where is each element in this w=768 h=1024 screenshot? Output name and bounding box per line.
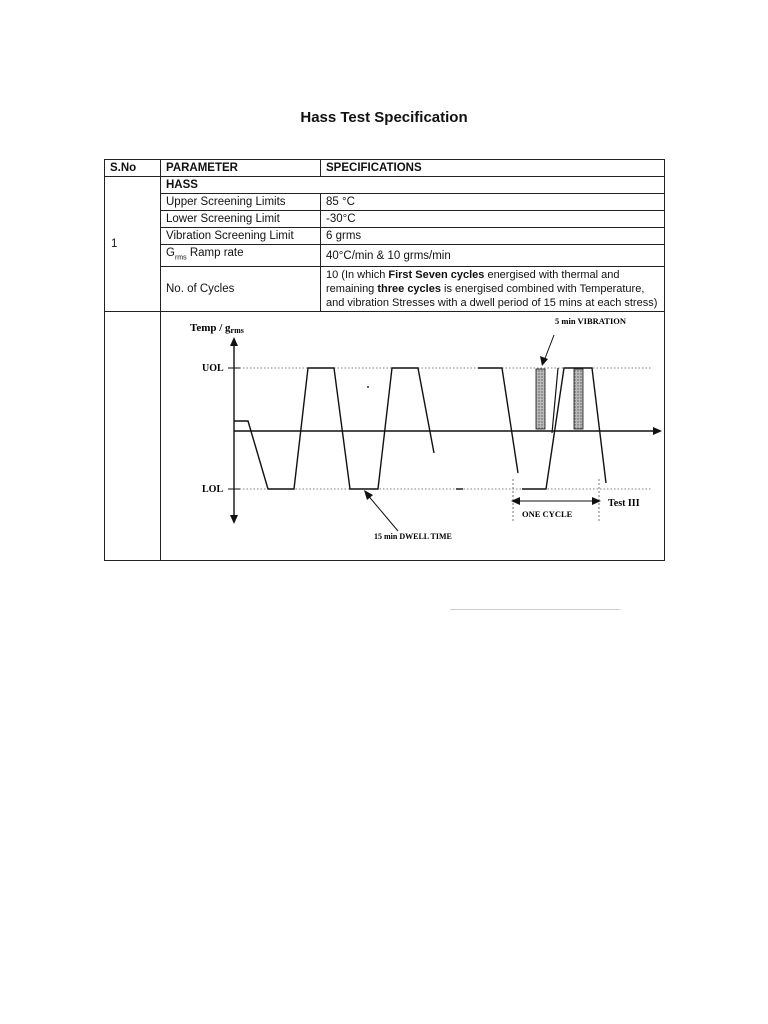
section-label: HASS [161,177,665,194]
table-header-row [105,160,665,177]
combined-profile-line [522,368,606,489]
spec-cell: 6 grms [321,228,665,245]
spec-cell: 85 °C [321,194,665,211]
table-row-diagram [105,312,665,561]
table-row [105,211,665,228]
spec-cell: -30°C [321,211,665,228]
spec-cell: 40°C/min & 10 grms/min [321,245,665,267]
cycles-bold-2: three cycles [377,283,441,296]
dwell-label: 15 min DWELL TIME [374,532,452,542]
vibration-arrow-line [544,335,554,361]
parameter-main-text: G [166,247,175,259]
scan-speck [367,386,369,388]
y-axis-label: Temp / grms [190,322,244,336]
y-axis-arrow-up [230,337,238,346]
test-label: Test III [608,498,640,510]
table-row [105,245,665,267]
thermal-profile-line [478,368,518,473]
vibration-dwell-box [536,369,545,429]
thermal-profile-line [234,368,434,489]
parameter-subscript: rms [174,254,187,262]
dwell-arrow-line [366,493,398,531]
parameter-rest-text: Ramp rate [186,247,244,259]
table-row [105,194,665,211]
scan-smudge [450,609,620,610]
cycles-text-2: energised with thermal and remaining [326,269,620,296]
header-sno: S.No [105,160,161,177]
specification-table [104,159,665,561]
table-row-hass [105,177,665,194]
lower-level-label: LOL [202,484,224,496]
empty-sno-cell [105,312,161,561]
y-axis-arrow-down [230,515,238,524]
dwell-arrowhead [364,490,373,500]
header-specifications: SPECIFICATIONS [321,160,665,177]
parameter-cell: Vibration Screening Limit [161,228,321,245]
x-axis-arrow [653,427,662,435]
vibration-arrowhead [540,356,548,366]
cycles-text-3: is energised combined with Temperature, and vibration Stresses with a dwell period of 15 mins at each stress) [326,283,658,310]
cycles-text-1: 10 (In which [326,269,389,282]
diagram-cell [161,312,665,561]
cycle-arrow-left [511,497,520,505]
table-row-cycles [105,267,665,312]
parameter-cell: Upper Screening Limits [161,194,321,211]
spec-cell-cycles [321,267,665,312]
upper-level-label: UOL [202,363,224,375]
sno-cell: 1 [105,177,161,312]
header-parameter: PARAMETER [161,160,321,177]
table-row [105,228,665,245]
cycle-label: ONE CYCLE [522,509,573,520]
vibration-dwell-box [574,369,583,429]
parameter-cell: Lower Screening Limit [161,211,321,228]
hass-profile-diagram [166,313,670,559]
combined-profile-line [552,368,558,433]
cycles-bold-1: First Seven cycles [388,269,485,282]
page-title: Hass Test Specification [300,109,468,126]
vibration-label: 5 min VIBRATION [555,316,627,327]
cycle-arrow-right [592,497,601,505]
parameter-cell [161,245,321,267]
parameter-cell: No. of Cycles [161,267,321,312]
